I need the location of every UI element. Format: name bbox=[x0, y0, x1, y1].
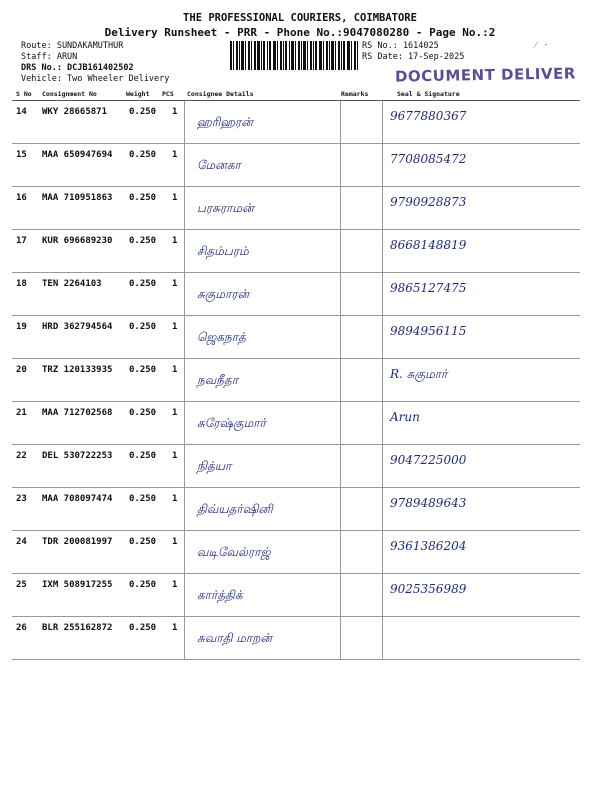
weight-cell: 0.250 bbox=[129, 365, 157, 375]
signature: 9047225000 bbox=[390, 453, 467, 467]
column-divider bbox=[340, 359, 341, 401]
consignment-cell: MAA 708097474 bbox=[42, 494, 113, 504]
runsheet-subtitle: Delivery Runsheet - PRR - Phone No.:9047080280 - Page No.:2 bbox=[104, 26, 496, 39]
sno-cell: 19 bbox=[16, 322, 27, 332]
sno-cell: 17 bbox=[16, 236, 27, 246]
consignee-name: வடிவேல்ராஜ் bbox=[197, 545, 271, 559]
consignee-name: திவ்யதர்ஷினி bbox=[197, 502, 273, 516]
pcs-cell: 1 bbox=[172, 279, 178, 289]
pcs-cell: 1 bbox=[172, 623, 178, 633]
column-divider bbox=[340, 101, 341, 143]
col-consignment: Consignment No bbox=[42, 90, 97, 98]
consignment-cell: TEN 2264103 bbox=[42, 279, 102, 289]
table-row bbox=[12, 359, 580, 402]
signature: 9361386204 bbox=[390, 539, 467, 553]
signature: Arun bbox=[390, 410, 420, 424]
table-row bbox=[12, 316, 580, 359]
column-divider bbox=[184, 445, 185, 487]
column-divider bbox=[382, 101, 383, 143]
pcs-cell: 1 bbox=[172, 451, 178, 461]
signature: 9025356989 bbox=[390, 582, 467, 596]
table-row bbox=[12, 488, 580, 531]
consignee-name: சுவாதி மாறன் bbox=[197, 631, 272, 645]
pen-mark: ⁄ · bbox=[535, 40, 549, 51]
weight-cell: 0.250 bbox=[129, 150, 157, 160]
consignee-name: ஜெகநாத் bbox=[197, 330, 246, 344]
pcs-cell: 1 bbox=[172, 537, 178, 547]
weight-cell: 0.250 bbox=[129, 193, 157, 203]
weight-cell: 0.250 bbox=[129, 451, 157, 461]
consignment-cell: TDR 200081997 bbox=[42, 537, 113, 547]
col-seal: Seal & Signature bbox=[397, 90, 460, 98]
signature: 9894956115 bbox=[390, 324, 467, 338]
column-divider bbox=[340, 617, 341, 659]
signature: R. சுகுமார் bbox=[390, 367, 448, 381]
consignment-cell: MAA 650947694 bbox=[42, 150, 113, 160]
consignee-name: மேனகா bbox=[197, 158, 241, 172]
table-row bbox=[12, 101, 580, 144]
table-row bbox=[12, 445, 580, 488]
pcs-cell: 1 bbox=[172, 322, 178, 332]
sno-cell: 21 bbox=[16, 408, 27, 418]
route-info bbox=[21, 41, 169, 85]
table-row bbox=[12, 617, 580, 660]
rs-number: RS No.: 1614025 bbox=[362, 41, 439, 51]
consignee-name: கார்த்திக் bbox=[197, 588, 243, 602]
column-divider bbox=[382, 273, 383, 315]
route: Route: SUNDAKAMUTHUR bbox=[21, 41, 124, 51]
col-weight: Weight bbox=[126, 90, 150, 98]
table-row bbox=[12, 531, 580, 574]
table-row bbox=[12, 230, 580, 273]
signature: 8668148819 bbox=[390, 238, 467, 252]
weight-cell: 0.250 bbox=[129, 236, 157, 246]
consignment-cell: TRZ 120133935 bbox=[42, 365, 113, 375]
table-row bbox=[12, 187, 580, 230]
sno-cell: 20 bbox=[16, 365, 27, 375]
sno-cell: 22 bbox=[16, 451, 27, 461]
signature: 7708085472 bbox=[390, 152, 467, 166]
rs-date: RS Date: 17-Sep-2025 bbox=[362, 52, 465, 62]
barcode-image bbox=[230, 41, 358, 70]
column-divider bbox=[382, 488, 383, 530]
column-divider bbox=[382, 617, 383, 659]
weight-cell: 0.250 bbox=[129, 107, 157, 117]
column-divider bbox=[382, 445, 383, 487]
sno-cell: 18 bbox=[16, 279, 27, 289]
signature: 9677880367 bbox=[390, 109, 467, 123]
consignee-name: சுகுமாரன் bbox=[197, 287, 250, 301]
pcs-cell: 1 bbox=[172, 408, 178, 418]
rs-info bbox=[362, 41, 464, 63]
col-pcs: PCS bbox=[162, 90, 174, 98]
table-row bbox=[12, 574, 580, 617]
sno-cell: 14 bbox=[16, 107, 27, 117]
drs-number: DRS No.: DCJB161402502 bbox=[21, 63, 134, 73]
sno-cell: 23 bbox=[16, 494, 27, 504]
table-header bbox=[12, 88, 580, 101]
weight-cell: 0.250 bbox=[129, 279, 157, 289]
sno-cell: 25 bbox=[16, 580, 27, 590]
column-divider bbox=[340, 488, 341, 530]
consignee-name: நவநீதா bbox=[197, 373, 238, 387]
weight-cell: 0.250 bbox=[129, 494, 157, 504]
table-row bbox=[12, 273, 580, 316]
column-divider bbox=[340, 445, 341, 487]
column-divider bbox=[340, 531, 341, 573]
col-remarks: Remarks bbox=[341, 90, 369, 98]
table-body bbox=[12, 101, 580, 660]
signature: 9789489643 bbox=[390, 496, 467, 510]
table-row bbox=[12, 144, 580, 187]
consignee-name: நித்யா bbox=[197, 459, 232, 473]
consignee-name: சுரேஷ்குமார் bbox=[197, 416, 266, 430]
signature: 9865127475 bbox=[390, 281, 467, 295]
column-divider bbox=[340, 144, 341, 186]
consignment-cell: HRD 362794564 bbox=[42, 322, 113, 332]
pcs-cell: 1 bbox=[172, 236, 178, 246]
pcs-cell: 1 bbox=[172, 494, 178, 504]
weight-cell: 0.250 bbox=[129, 623, 157, 633]
col-sno: S No bbox=[16, 90, 32, 98]
consignee-name: ஹரிஹரன் bbox=[197, 115, 253, 129]
col-consignee: Consignee Details bbox=[187, 90, 254, 98]
weight-cell: 0.250 bbox=[129, 322, 157, 332]
runsheet-table bbox=[12, 88, 580, 660]
column-divider bbox=[184, 101, 185, 143]
table-row bbox=[12, 402, 580, 445]
document-title: THE PROFESSIONAL COURIERS, COIMBATORE bbox=[183, 12, 417, 24]
pcs-cell: 1 bbox=[172, 580, 178, 590]
column-divider bbox=[382, 531, 383, 573]
sno-cell: 16 bbox=[16, 193, 27, 203]
sno-cell: 26 bbox=[16, 623, 27, 633]
column-divider bbox=[382, 574, 383, 616]
column-divider bbox=[184, 144, 185, 186]
consignment-cell: MAA 710951863 bbox=[42, 193, 113, 203]
sno-cell: 24 bbox=[16, 537, 27, 547]
column-divider bbox=[184, 617, 185, 659]
column-divider bbox=[340, 316, 341, 358]
column-divider bbox=[184, 531, 185, 573]
signature: 9790928873 bbox=[390, 195, 467, 209]
consignee-name: சிதம்பரம் bbox=[197, 244, 249, 258]
column-divider bbox=[184, 488, 185, 530]
column-divider bbox=[340, 187, 341, 229]
column-divider bbox=[340, 402, 341, 444]
consignment-cell: IXM 508917255 bbox=[42, 580, 113, 590]
column-divider bbox=[382, 316, 383, 358]
column-divider bbox=[382, 230, 383, 272]
pcs-cell: 1 bbox=[172, 193, 178, 203]
column-divider bbox=[382, 144, 383, 186]
column-divider bbox=[382, 359, 383, 401]
consignment-cell: KUR 696689230 bbox=[42, 236, 113, 246]
pcs-cell: 1 bbox=[172, 365, 178, 375]
pcs-cell: 1 bbox=[172, 107, 178, 117]
staff: Staff: ARUN bbox=[21, 52, 78, 62]
weight-cell: 0.250 bbox=[129, 537, 157, 547]
column-divider bbox=[340, 574, 341, 616]
column-divider bbox=[184, 187, 185, 229]
consignment-cell: MAA 712702568 bbox=[42, 408, 113, 418]
column-divider bbox=[184, 273, 185, 315]
weight-cell: 0.250 bbox=[129, 408, 157, 418]
column-divider bbox=[382, 402, 383, 444]
consignment-cell: BLR 255162872 bbox=[42, 623, 113, 633]
consignment-cell: WKY 28665871 bbox=[42, 107, 108, 117]
sno-cell: 15 bbox=[16, 150, 27, 160]
consignee-name: பரசுராமன் bbox=[197, 201, 254, 215]
pcs-cell: 1 bbox=[172, 150, 178, 160]
column-divider bbox=[340, 273, 341, 315]
vehicle: Vehicle: Two Wheeler Delivery bbox=[21, 74, 170, 84]
consignment-cell: DEL 530722253 bbox=[42, 451, 113, 461]
column-divider bbox=[184, 402, 185, 444]
column-divider bbox=[340, 230, 341, 272]
column-divider bbox=[382, 187, 383, 229]
column-divider bbox=[184, 359, 185, 401]
column-divider bbox=[184, 316, 185, 358]
weight-cell: 0.250 bbox=[129, 580, 157, 590]
document-delivery-stamp: DOCUMENT DELIVER bbox=[394, 64, 576, 86]
column-divider bbox=[184, 574, 185, 616]
column-divider bbox=[184, 230, 185, 272]
